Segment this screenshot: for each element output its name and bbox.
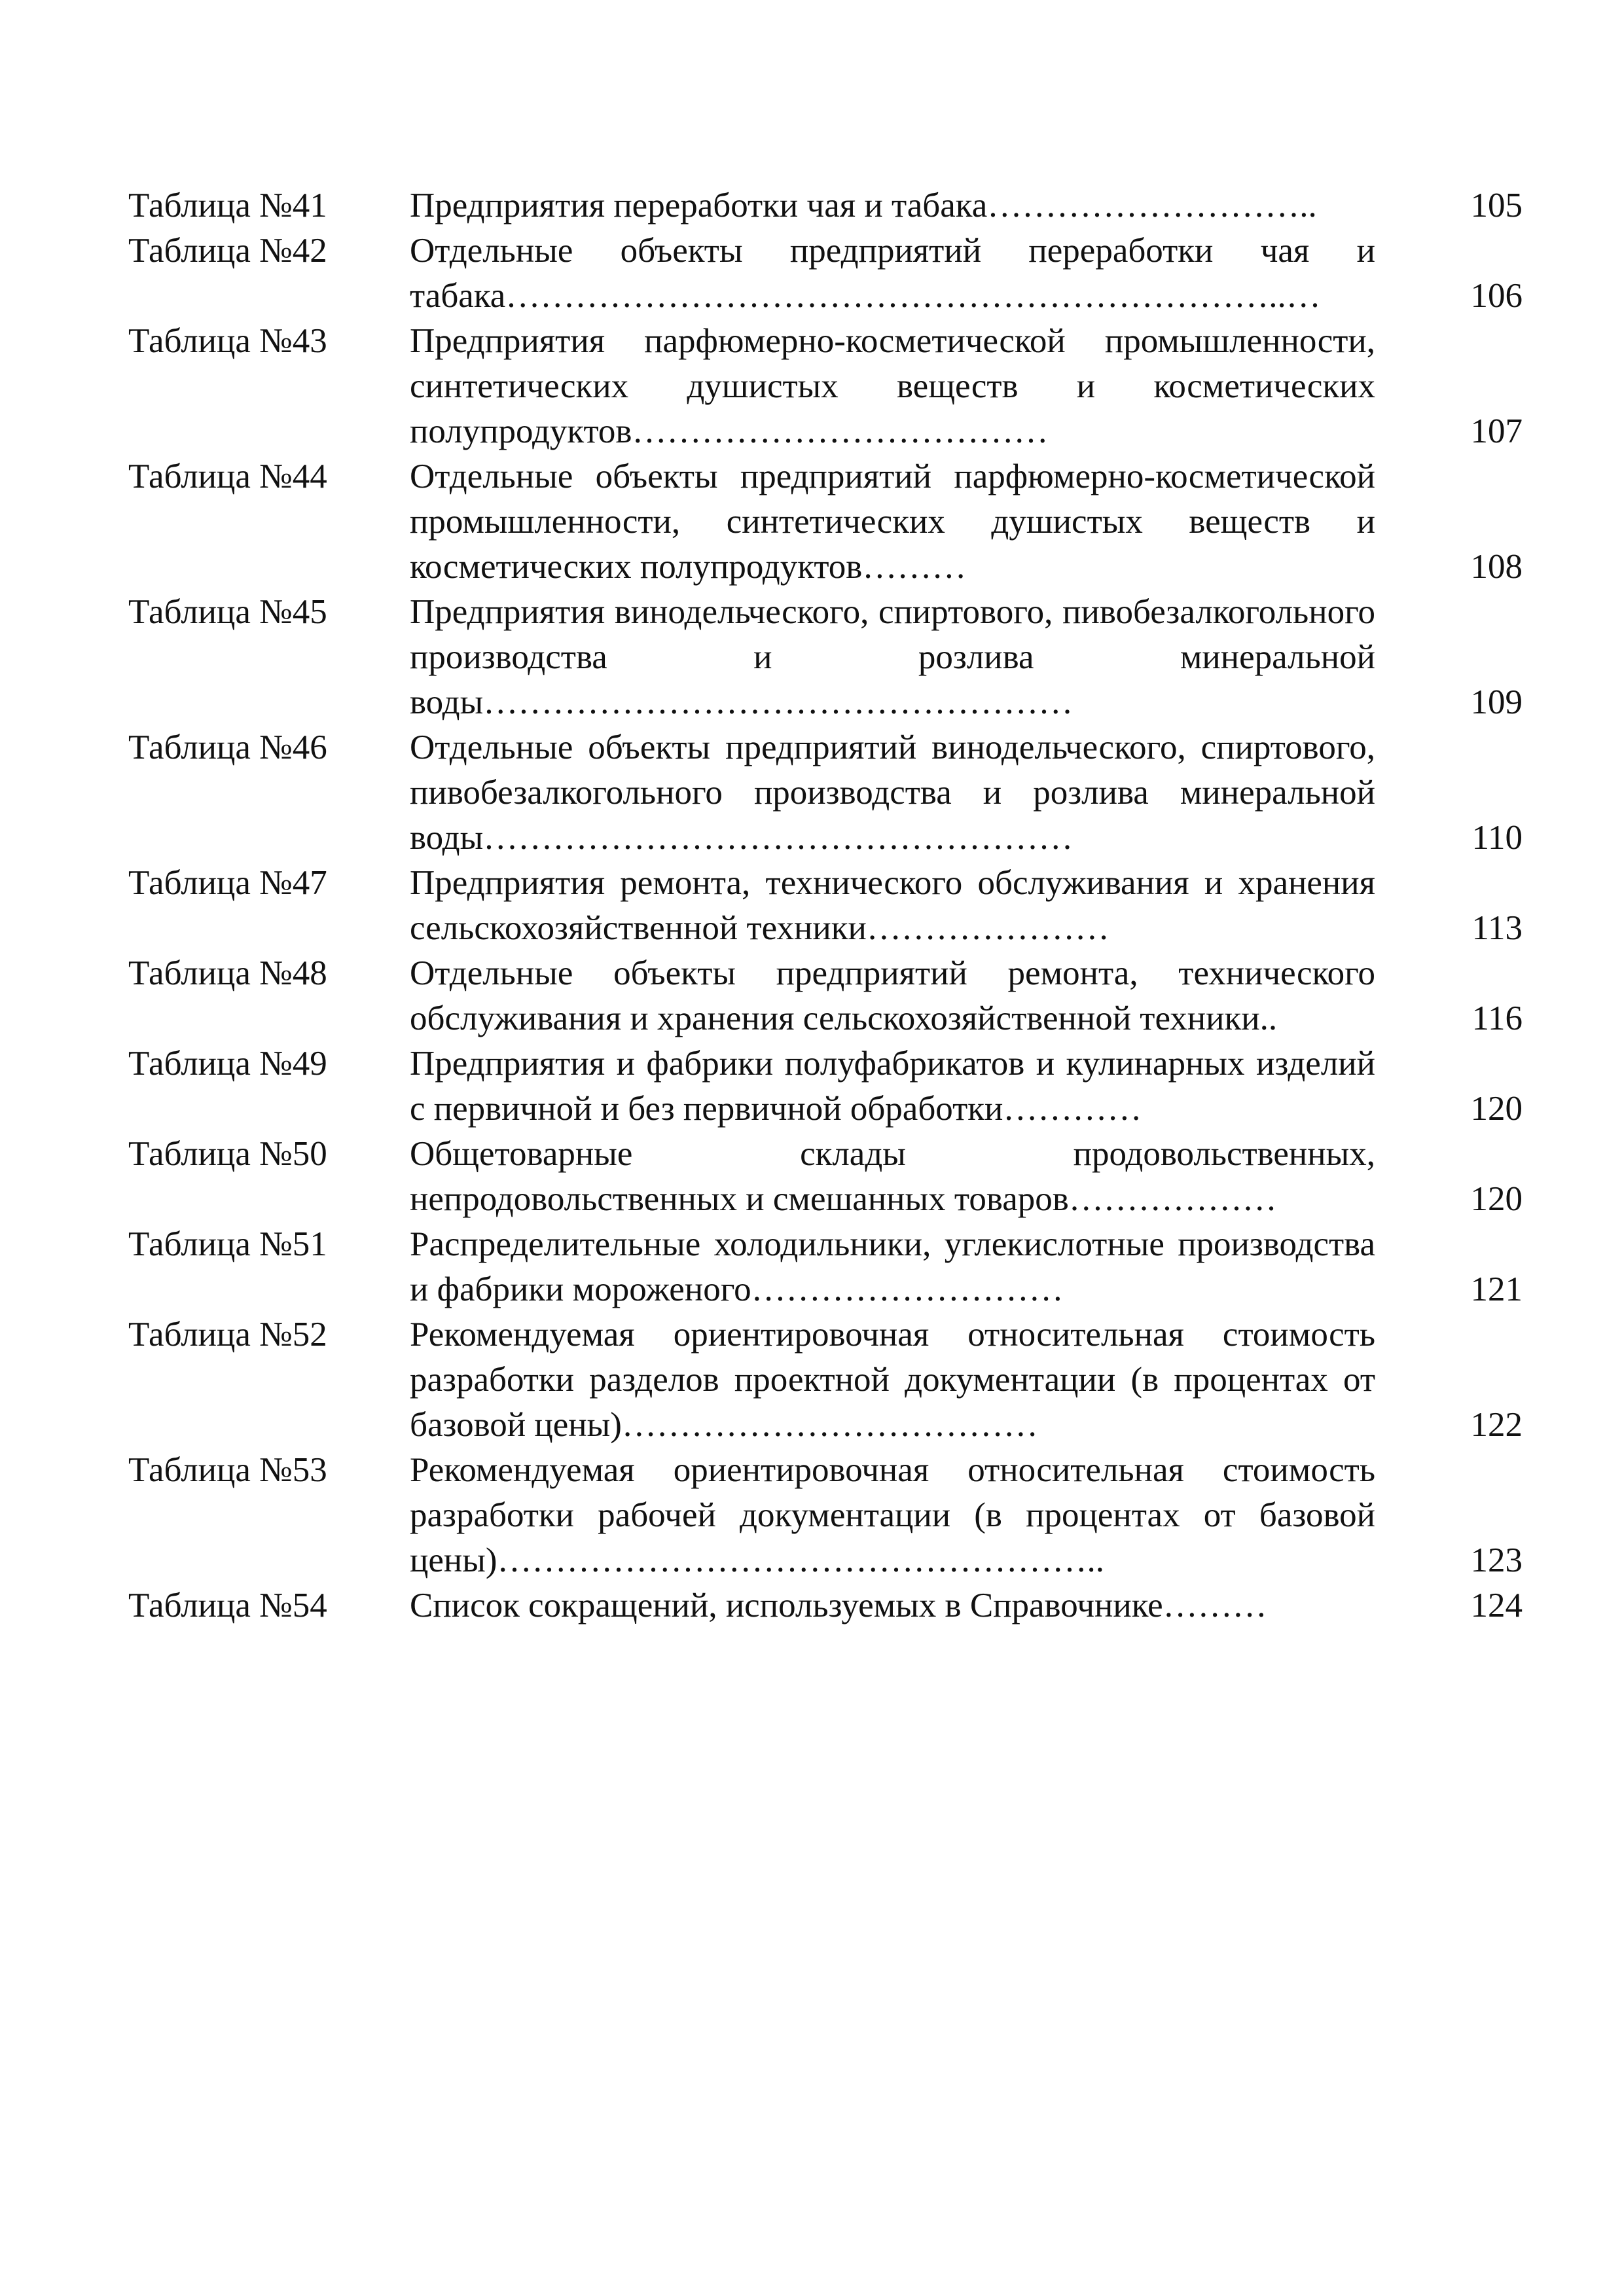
toc-entry-page: 122 — [1470, 1406, 1523, 1444]
toc-entry-label: Таблица №46 — [128, 728, 327, 766]
toc-entry-page: 123 — [1470, 1541, 1523, 1579]
toc-entry-label: Таблица №42 — [128, 232, 327, 270]
toc-entry-label: Таблица №52 — [128, 1316, 327, 1354]
toc-entry-page: 110 — [1471, 819, 1523, 857]
toc-entry — [128, 1222, 1523, 1312]
toc-entry-label: Таблица №47 — [128, 864, 327, 902]
toc-entry-label: Таблица №53 — [128, 1451, 327, 1489]
toc-entry-title: Отдельные объекты предприятий переработки чая и табака…………………………………………………………..… — [410, 232, 1375, 315]
toc-entry-label: Таблица №54 — [128, 1587, 327, 1624]
toc-entry-title: Рекомендуемая ориентировочная относительная стоимость разработки разделов проектной документации (в процентах от базовой цены)……………………………… — [410, 1316, 1375, 1444]
toc-entry — [128, 183, 1523, 228]
toc-entry-page: 107 — [1470, 412, 1523, 450]
toc-entry — [128, 590, 1523, 725]
toc-entry-title: Предприятия парфюмерно-косметической промышленности, синтетических душистых веществ и косметических полупродуктов……………………………… — [410, 322, 1375, 450]
toc-entry-title: Предприятия переработки чая и табака……………………….. — [410, 187, 1317, 224]
toc-entry-title: Общетоварные склады продовольственных, непродовольственных и смешанных товаров……………… — [410, 1135, 1375, 1218]
toc-entry-label: Таблица №41 — [128, 187, 327, 224]
toc-entry — [128, 454, 1523, 590]
table-of-contents — [128, 183, 1523, 1628]
toc-entry-title: Предприятия ремонта, технического обслуживания и хранения сельскохозяйственной техники………………… — [410, 864, 1375, 947]
toc-entry — [128, 1312, 1523, 1448]
toc-entry-title: Распределительные холодильники, углекислотные производства и фабрики мороженого……………………… — [410, 1225, 1375, 1308]
toc-entry-label: Таблица №45 — [128, 593, 327, 631]
toc-entry-page: 124 — [1470, 1587, 1523, 1624]
toc-entry — [128, 1132, 1523, 1222]
toc-entry — [128, 319, 1523, 454]
toc-entry-label: Таблица №44 — [128, 457, 327, 495]
toc-entry-label: Таблица №51 — [128, 1225, 327, 1263]
toc-entry-page: 105 — [1470, 187, 1523, 224]
toc-entry — [128, 951, 1523, 1041]
toc-entry-page: 116 — [1471, 999, 1523, 1037]
toc-entry-label: Таблица №48 — [128, 954, 327, 992]
toc-entry-title: Список сокращений, используемых в Справочнике……… — [410, 1587, 1267, 1624]
toc-entry-title: Предприятия винодельческого, спиртового, пивобезалкогольного производства и розлива минеральной воды…………………………………………… — [410, 593, 1375, 721]
toc-entry-title: Отдельные объекты предприятий ремонта, технического обслуживания и хранения сельскохозяйственной техники.. — [410, 954, 1375, 1037]
toc-entry-page: 106 — [1470, 277, 1523, 315]
toc-entry-title: Отдельные объекты предприятий парфюмерно-косметической промышленности, синтетических душистых веществ и косметических полупродуктов……… — [410, 457, 1375, 586]
toc-entry — [128, 1583, 1523, 1628]
toc-entry-label: Таблица №43 — [128, 322, 327, 360]
toc-entry-label: Таблица №49 — [128, 1045, 327, 1083]
toc-entry — [128, 228, 1523, 319]
toc-entry-title: Отдельные объекты предприятий винодельческого, спиртового, пивобезалкогольного производства и розлива минеральной воды…………………………………………… — [410, 728, 1375, 857]
toc-entry-page: 120 — [1470, 1180, 1523, 1218]
toc-entry — [128, 861, 1523, 951]
toc-entry-page: 120 — [1470, 1090, 1523, 1128]
toc-entry-title: Предприятия и фабрики полуфабрикатов и кулинарных изделий с первичной и без первичной обработки………… — [410, 1045, 1375, 1128]
toc-entry — [128, 1041, 1523, 1132]
toc-entry-title: Рекомендуемая ориентировочная относительная стоимость разработки рабочей документации (в процентах от базовой цены)…………………………………………….. — [410, 1451, 1375, 1579]
toc-entry-page: 109 — [1470, 683, 1523, 721]
toc-entry-label: Таблица №50 — [128, 1135, 327, 1173]
toc-entry-page: 121 — [1470, 1270, 1523, 1308]
toc-entry-page: 108 — [1470, 548, 1523, 586]
toc-entry — [128, 725, 1523, 861]
toc-entry-page: 113 — [1471, 909, 1523, 947]
toc-entry — [128, 1448, 1523, 1583]
